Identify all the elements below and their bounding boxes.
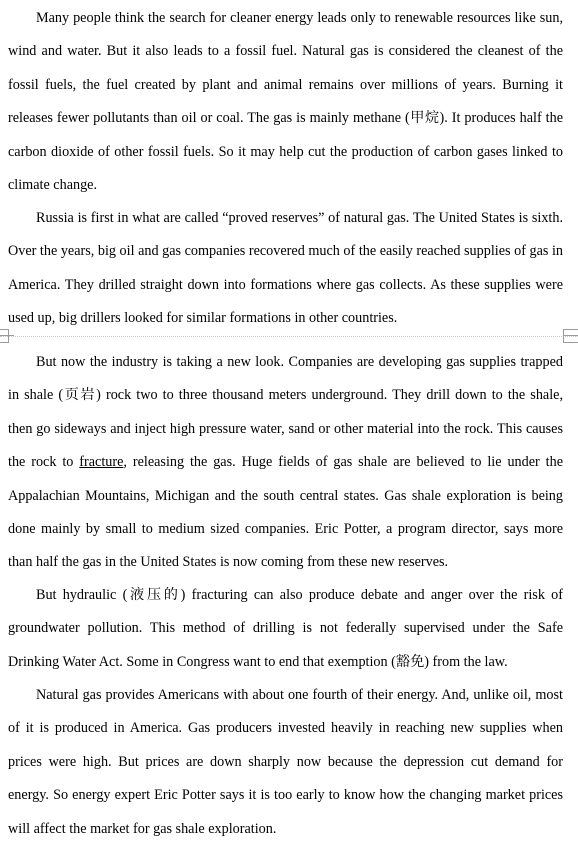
underlined-word-fracture: fracture [79, 454, 124, 471]
page-break-marker-left [0, 329, 9, 343]
paragraph-1: Many people think the search for cleaner energy leads only to renewable resources like sun, wind and water. But it also leads to a fossil fuel. Natural gas is considered the cleanest of the fossil fuels, the fuel created by plant and animal remains over millions of years. Burning it releases fewer pollutants than oil or coal. The gas is mainly methane (甲烷). It produces half the carbon dioxide of other fossil fuels. So it may help cut the production of carbon gases linked to climate change. [8, 10, 563, 194]
paragraph-2: Russia is first in what are called “proved reserves” of natural gas. The United States is sixth. Over the years, big oil and gas companies recovered much of the easily reached supplies of gas in America. They drilled straight down into formations where gas collects. As these supplies were used up, big drillers looked for similar formations in other countries. [8, 210, 563, 327]
paragraph-3-text-before: But now the industry is taking a new look. Companies are developing gas supplies trapped in shale (页岩) rock two to three thousand meters underground. They drill down to the shale, then go sideways and inject high pressure water, sand or other material into the rock. This causes the rock to [8, 354, 563, 471]
page-break-marker-right [563, 329, 578, 343]
paragraph-5: Natural gas provides Americans with about one fourth of their energy. And, unlike oil, most of it is produced in America. Gas producers invested heavily in reaching new supplies when prices were high. But prices are down sharply now because the depression cut demand for energy. So energy expert Eric Potter says it is too early to know how the changing market prices will affect the market for gas shale exploration. [8, 687, 563, 837]
paragraph-4: But hydraulic (液压的) fracturing can also produce debate and anger over the risk of groundwater pollution. This method of drilling is not federally supervised under the Safe Drinking Water Act. Some in Congress want to end that exemption (豁免) from the law. [8, 587, 563, 670]
paragraph-3 [8, 346, 563, 580]
paragraph-3-text-after: , releasing the gas. Huge fields of gas shale are believed to lie under the Appalachian Mountains, Michigan and the south central states. Gas shale exploration is being done mainly by small to medium sized companies. Eric Potter, a program director, says more than half the gas in the United States is now coming from these new reserves. [8, 454, 563, 571]
page-break-line [0, 336, 578, 338]
